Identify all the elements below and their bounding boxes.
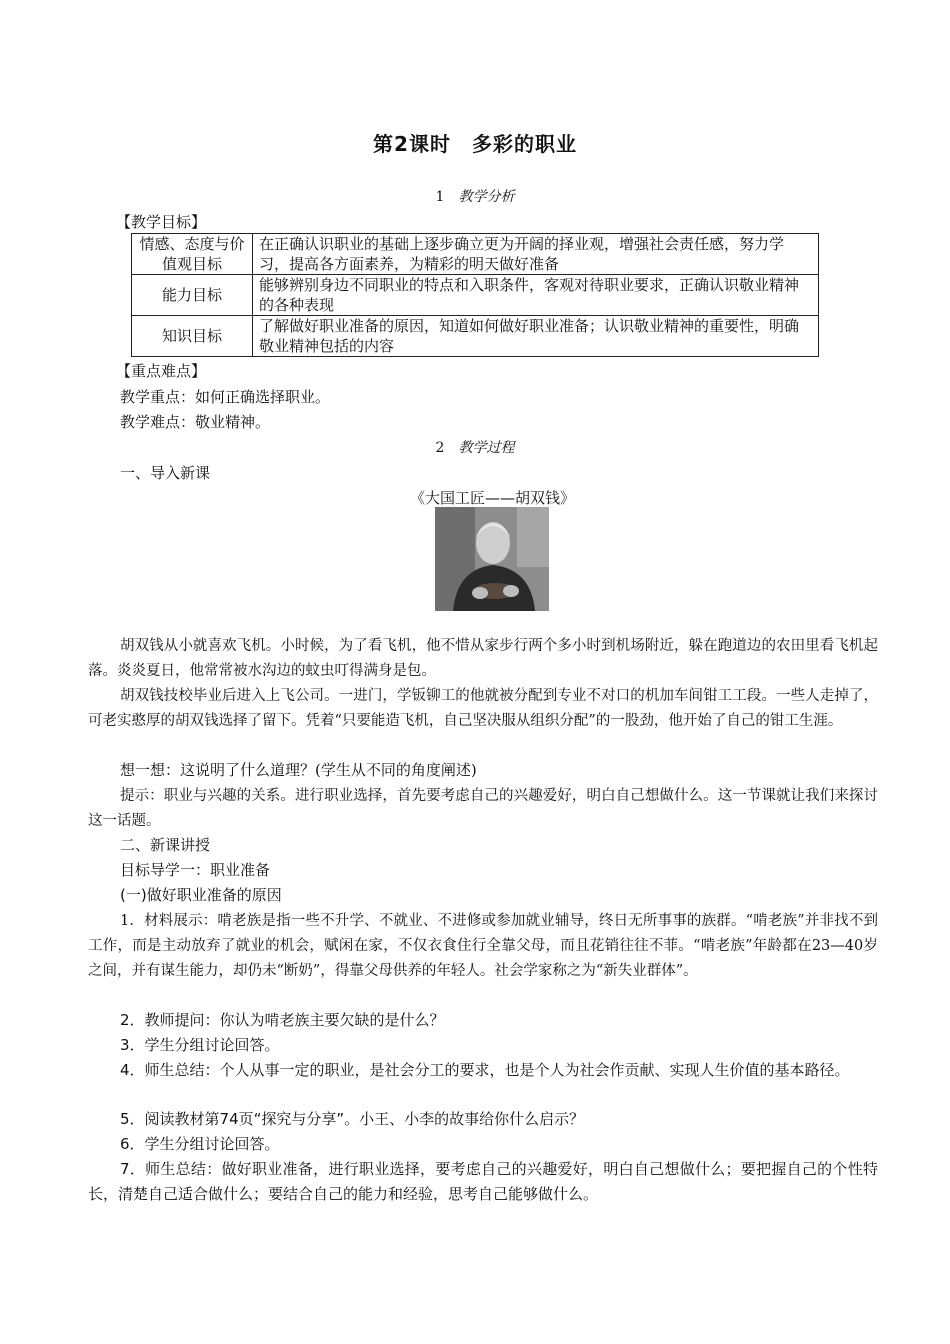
list-item-4: 4．师生总结：个人从事一定的职业，是社会分工的要求，也是个人为社会作贡献、实现人生价值的基本路径。 (120, 1061, 850, 1079)
list-item-1: 1．材料展示：啃老族是指一些不升学、不就业、不进修或参加就业辅导，终日无所事事的族群。“啃老族”并非找不到工作，而是主动放弃了就业的机会，赋闲在家，不仅衣食住行全靠父母，而且花销往往不菲。“啃老族”年龄都在23—40岁之间，并有谋生能力，却仍未“断奶”，得靠父母供养的年轻人。社会学家称之为“新失业群体”。 (88, 913, 878, 979)
list-item-7: 7．师生总结：做好职业准备，进行职业选择，要考虑自己的兴趣爱好，明白自己想做什么；要把握自己的个性特长，清楚自己适合做什么；要结合自己的能力和经验，思考自己能够做什么。 (88, 1160, 878, 1203)
goals-heading: 【教学目标】 (116, 213, 207, 231)
target-heading: 目标导学一：职业准备 (120, 861, 271, 879)
table-row (132, 234, 819, 275)
section-label: 教学过程 (458, 440, 515, 456)
section-heading-process (0, 437, 950, 457)
story-paragraph-1: 胡双钱从小就喜欢飞机。小时候，为了看飞机，他不惜从家步行两个多小时到机场附近，躲在跑道边的农田里看飞机起落。炎炎夏日，他常常被水沟边的蚊虫叮得满身是包。 (88, 638, 878, 679)
section-label: 教学分析 (458, 189, 515, 205)
photo-caption: 《大国工匠——胡双钱》 (409, 489, 575, 507)
key-point: 教学重点：如何正确选择职业。 (120, 388, 331, 406)
section-heading-analysis (0, 186, 950, 206)
part-heading-new: 二、新课讲授 (120, 836, 211, 854)
think-label: 想一想：这说明了什么道理？ (120, 761, 316, 779)
goal-label: 知识目标 (132, 316, 253, 357)
portrait-illustration (435, 507, 549, 611)
portrait-photo (435, 507, 549, 611)
key-heading: 【重点难点】 (116, 362, 207, 380)
section-number: 2 (435, 440, 445, 456)
goal-label: 情感、态度与价值观目标 (132, 234, 253, 275)
list-item-5: 5．阅读教材第74页“探究与分享”。小王、小李的故事给你什么启示？ (120, 1110, 585, 1128)
goal-label: 能力目标 (132, 275, 253, 316)
list-item-3: 3．学生分组讨论回答。 (120, 1036, 280, 1054)
think-note: (学生从不同的角度阐述) (315, 761, 477, 779)
part-heading-intro: 一、导入新课 (120, 464, 211, 482)
goal-text: 在正确认识职业的基础上逐步确立更为开阔的择业观，增强社会责任感，努力学习，提高各方面素养，为精彩的明天做好准备 (253, 234, 819, 275)
think-question (120, 759, 477, 780)
section-number: 1 (435, 189, 445, 205)
story-paragraph-2: 胡双钱技校毕业后进入上飞公司。一进门，学钣铆工的他就被分配到专业不对口的机加车间钳工工段。一些人走掉了，可老实憨厚的胡双钱选择了留下。凭着“只要能造飞机，自己坚决服从组织分配”的一股劲，他开始了自己的钳工生涯。 (88, 688, 878, 729)
sub-heading: (一)做好职业准备的原因 (120, 886, 282, 904)
goals-table (131, 233, 819, 357)
difficulty: 教学难点：敬业精神。 (120, 413, 271, 431)
hint-paragraph: 提示：职业与兴趣的关系。进行职业选择，首先要考虑自己的兴趣爱好，明白自己想做什么。这一节课就让我们来探讨这一话题。 (88, 788, 878, 829)
list-item-6: 6．学生分组讨论回答。 (120, 1135, 280, 1153)
page-title: 第2课时 多彩的职业 (373, 132, 577, 156)
goal-text: 了解做好职业准备的原因，知道如何做好职业准备；认识敬业精神的重要性，明确敬业精神包括的内容 (253, 316, 819, 357)
goal-text: 能够辨别身边不同职业的特点和入职条件，客观对待职业要求，正确认识敬业精神的各种表现 (253, 275, 819, 316)
table-row (132, 316, 819, 357)
list-item-2: 2．教师提问：你认为啃老族主要欠缺的是什么？ (120, 1011, 445, 1029)
table-row (132, 275, 819, 316)
